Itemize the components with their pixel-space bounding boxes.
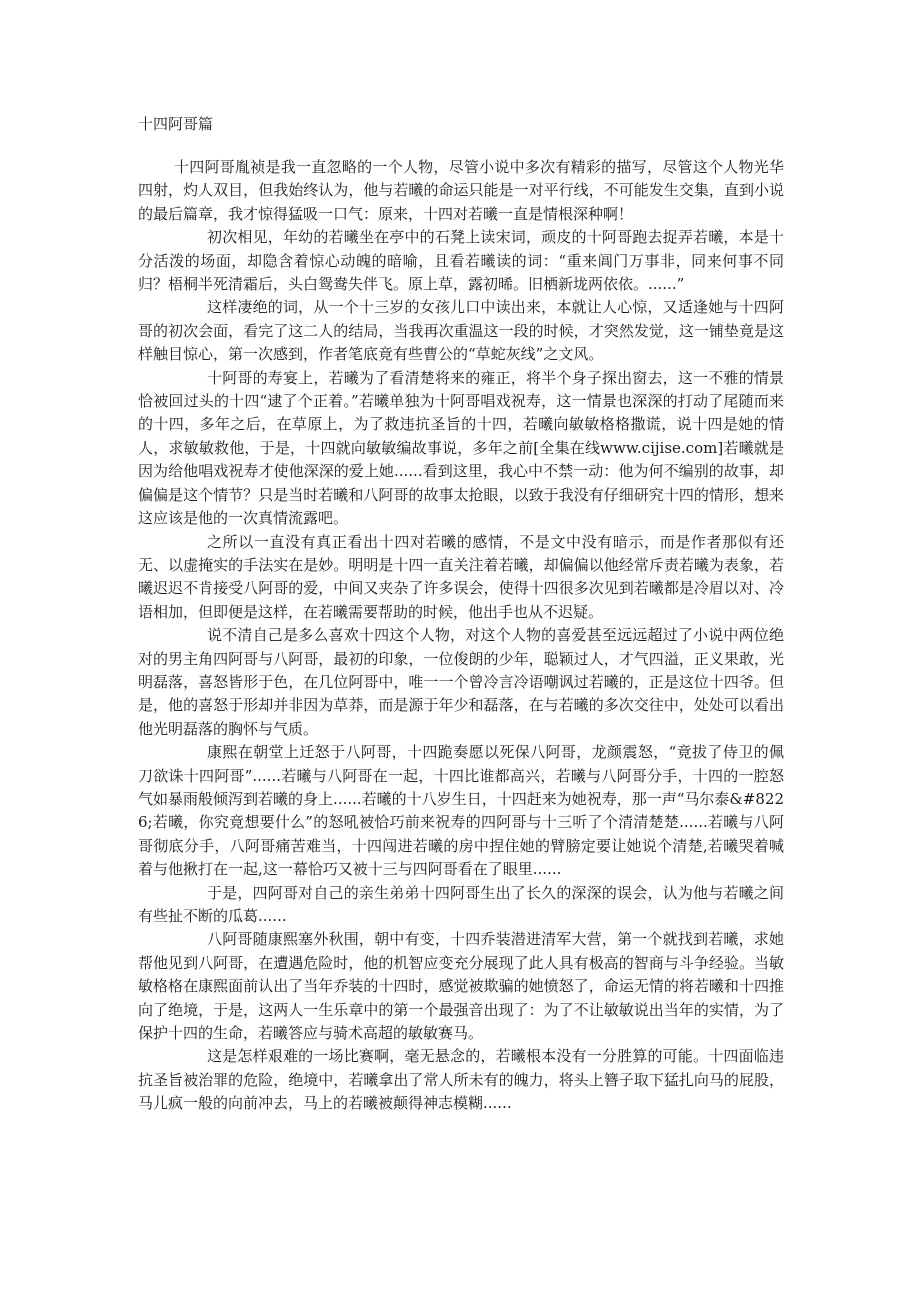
paragraph: 八阿哥随康熙塞外秋围，朝中有变，十四乔装潜进清军大营，第一个就找到若曦，求她帮他见到八阿哥，在遭遇危险时，他的机智应变充分展现了此人具有极高的智商与斗争经验。当敏敏格格在康熙面前认出了当年乔装的十四时，感觉被欺骗的她愤怒了，命运无情的将若曦和十四推向了绝境，于是，这两人一生乐章中的第一个最强音出现了：为了不让敏敏说出当年的实情，为了保护十四的生命，若曦答应与骑术高超的敏敏赛马。: [138, 930, 784, 1043]
paragraph: 于是，四阿哥对自己的亲生弟弟十四阿哥生出了长久的深深的误会，认为他与若曦之间有些扯不断的瓜葛......: [138, 883, 784, 925]
document-body: [138, 156, 784, 1116]
document-page: [138, 112, 784, 1116]
paragraph: 十四阿哥胤祯是我一直忽略的一个人物，尽管小说中多次有精彩的描写，尽管这个人物光华四射，灼人双目，但我始终认为，他与若曦的命运只能是一对平行线，不可能发生交集，直到小说的最后篇章，我才惊得猛吸一口气：原来，十四对若曦一直是情根深种啊！: [138, 158, 784, 223]
paragraph: 十阿哥的寿宴上，若曦为了看清楚将来的雍正，将半个身子探出窗去，这一不雅的情景恰被回过头的十四“逮了个正着。”若曦单独为十阿哥唱戏祝寿，这一情景也深深的打动了尾随而来的十四，多年之后，在草原上，为了救违抗圣旨的十四，若曦向敏敏格格撒谎，说十四是她的情人，求敏敏救他，于是，十四就向敏敏编故事说，多年之前[全集在线www.cijise.com]若曦就是因为给他唱戏祝寿才使他深深的爱上她......看到这里，我心中不禁一动：他为何不编别的故事，却偏偏是这个情节？只是当时若曦和八阿哥的故事太抢眼，以致于我没有仔细研究十四的情形，想来这应该是他的一次真情流露吧。: [138, 368, 784, 528]
paragraph: 初次相见，年幼的若曦坐在亭中的石凳上读宋词，顽皮的十阿哥跑去捉弄若曦，本是十分活泼的场面，却隐含着惊心动魄的暗喻，且看若曦读的词：“重来阊门万事非，同来何事不同归？梧桐半死清霜后，头白鸳鸯失伴飞。原上草，露初晞。旧栖新垅两依依。......”: [138, 228, 784, 294]
paragraph: 康熙在朝堂上迁怒于八阿哥，十四跪奏愿以死保八阿哥，龙颜震怒，“竟拔了侍卫的佩刀欲诛十四阿哥”......若曦与八阿哥在一起，十四比谁都高兴，若曦与八阿哥分手，十四的一腔怒气如暴雨般倾泻到若曦的身上......若曦的十八岁生日，十四赶来为她祝寿，那一声“马尔泰&#8226;若曦，你究竟想要什么”的怒吼被恰巧前来祝寿的四阿哥与十三听了个清清楚楚......若曦与八阿哥彻底分手，八阿哥痛苦难当，十四闯进若曦的房中捏住她的臂膀定要让她说个清楚,若曦哭着喊着与他揪打在一起,这一幕恰巧又被十三与四阿哥看在了眼里......: [138, 743, 784, 879]
paragraph: 之所以一直没有真正看出十四对若曦的感情，不是文中没有暗示，而是作者那似有还无、以虚掩实的手法实在是妙。明明是十四一直关注着若曦，却偏偏以他经常斥责若曦为表象，若曦迟迟不肯接受八阿哥的爱，中间又夹杂了许多误会，使得十四很多次见到若曦都是冷眉以对、冷语相加，但即便是这样，在若曦需要帮助的时候，他出手也从不迟疑。: [138, 532, 784, 621]
paragraph: 说不清自己是多么喜欢十四这个人物，对这个人物的喜爱甚至远远超过了小说中两位绝对的男主角四阿哥与八阿哥，最初的印象，一位俊朗的少年，聪颖过人，才气四溢，正义果敢，光明磊落，喜怒皆形于色，在几位阿哥中，唯一一个曾冷言冷语嘲讽过若曦的，正是这位十四爷。但是，他的喜怒于形却并非因为草莽，而是源于年少和磊落，在与若曦的多次交往中，处处可以看出他光明磊落的胸怀与气质。: [138, 626, 784, 738]
paragraph: 这样凄绝的词，从一个十三岁的女孩儿口中读出来，本就让人心惊，又适逢她与十四阿哥的初次会面，看完了这二人的结局，当我再次重温这一段的时候，才突然发觉，这一铺垫竟是这样触目惊心，第一次感到，作者笔底竟有些曹公的“草蛇灰线”之文风。: [138, 298, 784, 364]
document-title: 十四阿哥篇: [138, 115, 214, 133]
paragraph: 这是怎样艰难的一场比赛啊，毫无悬念的，若曦根本没有一分胜算的可能。十四面临违抗圣旨被治罪的危险，绝境中，若曦拿出了常人所未有的魄力，将头上簪子取下猛扎向马的屁股，马儿疯一般的向前冲去，马上的若曦被颠得神志模糊......: [138, 1047, 784, 1113]
